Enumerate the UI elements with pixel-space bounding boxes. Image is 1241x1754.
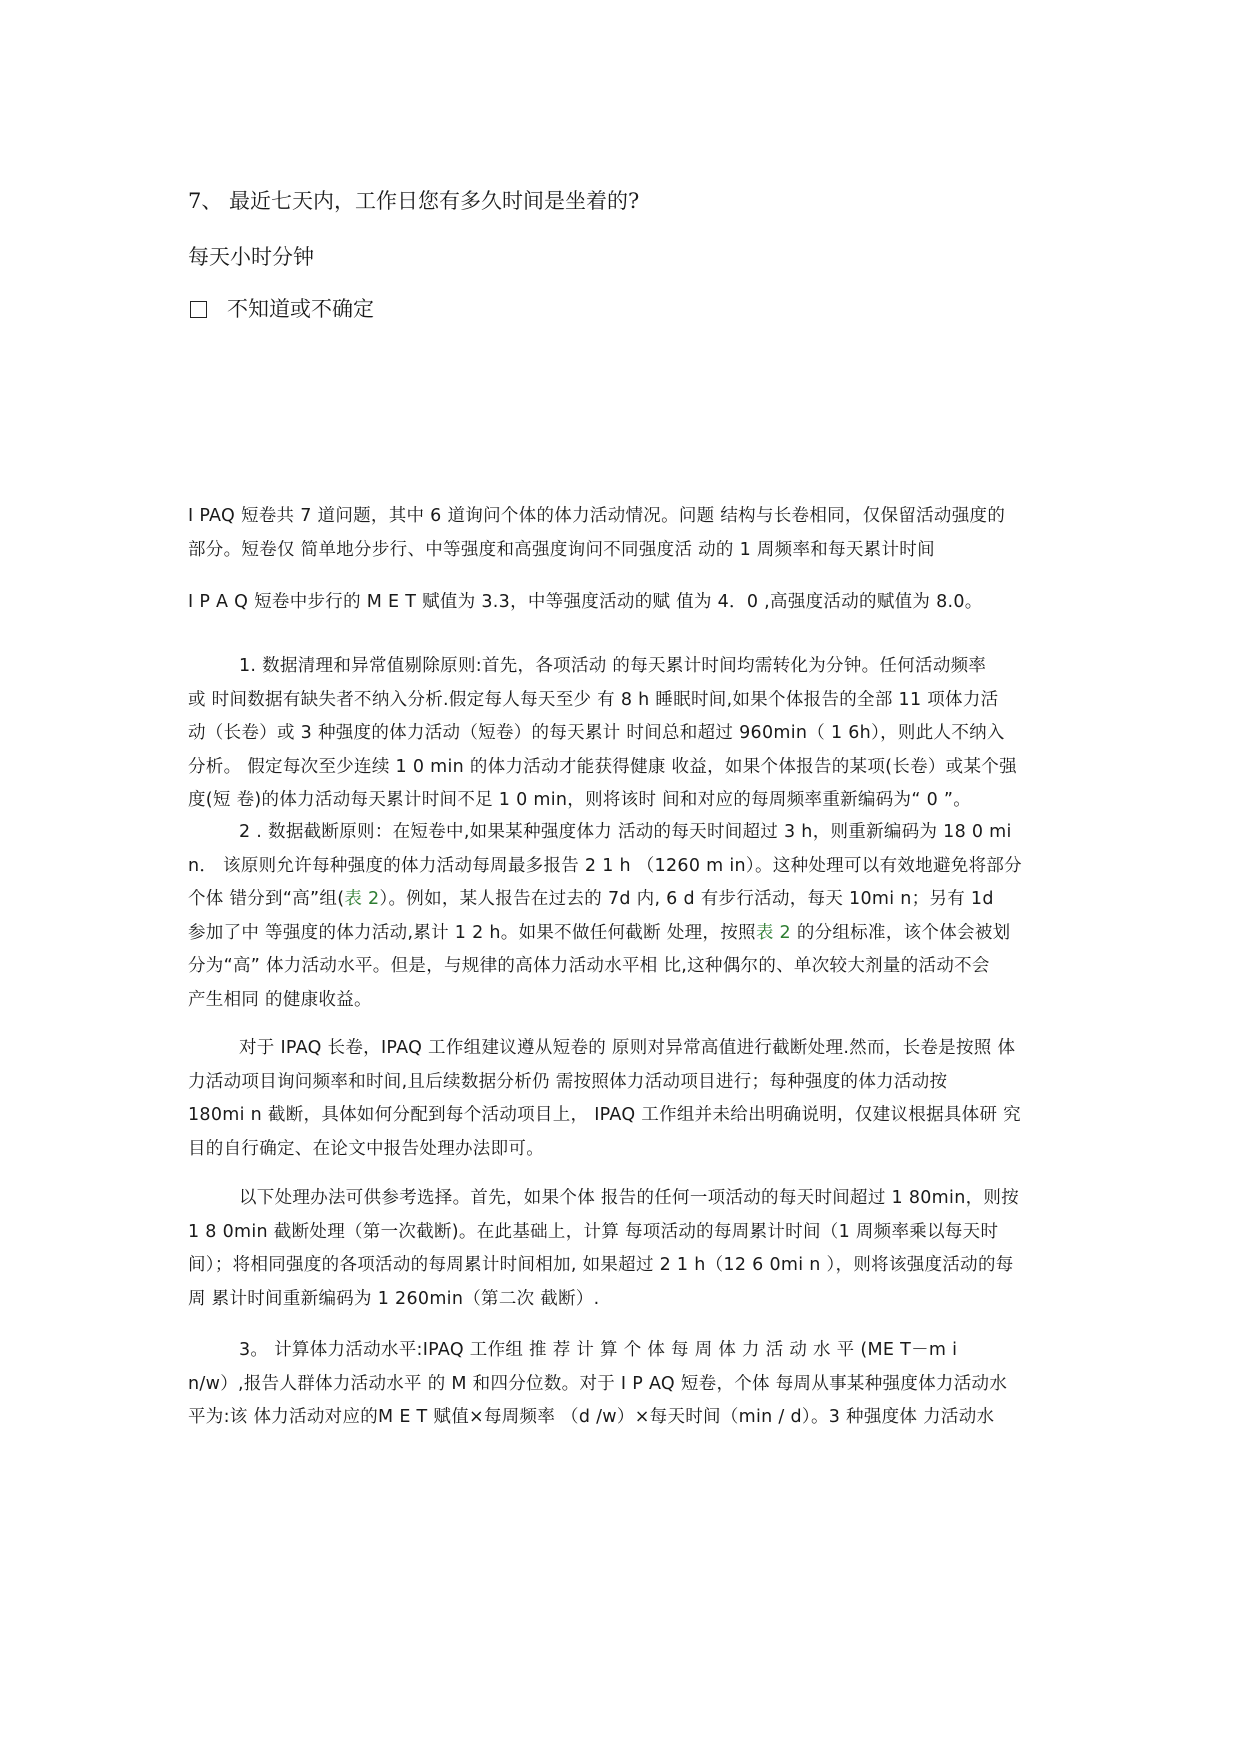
table-2-link[interactable]: 表 2 [344, 889, 380, 909]
unsure-option[interactable] [188, 294, 374, 324]
text-line: 180mi n 截断，具体如何分配到每个活动项目上， IPAQ 工作组并未给出明确说明，仅建议根据具体研 究 [188, 1105, 1021, 1125]
text-line [188, 883, 1054, 917]
text-line: 分为“高” 体力活动水平。但是，与规律的高体力活动水平相 比,这种偶尔的、单次较大剂量的活动不会 [188, 956, 990, 976]
reference-paragraph [188, 1182, 1054, 1316]
met-paragraph [188, 586, 1054, 620]
text-line: I P A Q 短卷中步行的 M E T 赋值为 3.3，中等强度活动的赋 值为 4．0 ,高强度活动的赋值为 8.0。 [188, 592, 983, 612]
text-line: 3。 计算体力活动水平:IPAQ 工作组 推 荐 计 算 个 体 每 周 体 力 活 动 水 平 (ME T－m i [239, 1340, 958, 1360]
text-line: I PAQ 短卷共 7 道问题，其中 6 道询问个体的体力活动情况。问题 结构与长卷相同，仅保留活动强度的 [188, 506, 1006, 526]
text-line: 分析。 假定每次至少连续 1 0 min 的体力活动才能获得健康 收益，如果个体报告的某项(长卷）或某个强 [188, 756, 1017, 777]
text-line [188, 917, 1054, 951]
text-line: 力活动项目询问频率和时间,且后续数据分析仍 需按照体力活动项目进行；每种强度的体力活动按 [188, 1071, 948, 1092]
section-1-paragraph [188, 650, 1054, 818]
text-line: 产生相同 的健康收益。 [188, 989, 372, 1010]
section-3-paragraph [188, 1334, 1054, 1435]
text-line: 对于 IPAQ 长卷，IPAQ 工作组建议遵从短卷的 原则对异常高值进行截断处理.然而，长卷是按照 体 [239, 1038, 1016, 1058]
text-line: 1. 数据清理和异常值剔除原则:首先，各项活动 的每天累计时间均需转化为分钟。任何活动频率 [239, 656, 987, 676]
unsure-option-label: 不知道或不确定 [227, 297, 374, 321]
text-line: 目的自行确定、在论文中报告处理办法即可。 [188, 1138, 544, 1159]
text-line: 度(短 卷)的体力活动每天累计时间不足 1 0 min，则将该时 间和对应的每周频率重新编码为“ 0 ”。 [188, 790, 972, 810]
text-line: 周 累计时间重新编码为 1 260min（第二次 截断）. [188, 1288, 600, 1309]
long-form-paragraph [188, 1032, 1054, 1166]
text-line: n． 该原则允许每种强度的体力活动每周最多报告 2 1 h （1260 m in）。这种处理可以有效地避免将部分 [188, 855, 1022, 876]
text-line: 1 8 0min 截断处理（第一次截断)。在此基础上，计算 每项活动的每周累计时间（1 周频率乘以每天时 [188, 1221, 999, 1242]
text-segment: 个体 错分到“高”组( [188, 889, 345, 909]
text-line: n/w）,报告人群体力活动水平 的 M 和四分位数。对于 I P AQ 短卷，个体 每周从事某种强度体力活动水 [188, 1373, 1008, 1394]
text-line: 2 . 数据截断原则：在短卷中,如果某种强度体力 活动的每天时间超过 3 h，则重新编码为 18 0 mi [239, 822, 1012, 842]
text-line: 以下处理办法可供参考选择。首先，如果个体 报告的任何一项活动的每天时间超过 1 80min，则按 [239, 1188, 1019, 1208]
text-line: 部分。短卷仅 简单地分步行、中等强度和高强度询问不同强度活 动的 1 周频率和每天累计时间 [188, 539, 935, 560]
section-2-paragraph [188, 816, 1054, 1017]
question-title: 7、 最近七天内，工作日您有多久时间是坐着的? [188, 189, 640, 213]
text-segment: 的分组标准，该个体会被划 [790, 922, 1011, 943]
intro-paragraph [188, 500, 1054, 567]
text-segment: 参加了中 等强度的体力活动,累计 1 2 h。如果不做任何截断 处理，按照 [188, 922, 756, 943]
time-per-day-line: 每天小时分钟 [188, 245, 314, 269]
text-line: 动（长卷）或 3 种强度的体力活动（短卷）的每天累计 时间总和超过 960min（ 1 6h），则此人不纳入 [188, 723, 1005, 743]
unsure-checkbox[interactable] [190, 301, 207, 318]
text-segment: ）。例如，某人报告在过去的 7d 内, 6 d 有步行活动，每天 10mi n；另有 1d [379, 889, 994, 909]
table-2-link[interactable]: 表 2 [755, 922, 791, 943]
text-line: 或 时间数据有缺失者不纳入分析.假定每人每天至少 有 8 h 睡眠时间,如果个体报告的全部 11 项体力活 [188, 689, 999, 710]
text-line: 平为:该 体力活动对应的M E T 赋值×每周频率 （d /w）×每天时间（min / d）。3 种强度体 力活动水 [188, 1407, 995, 1427]
text-line: 间）；将相同强度的各项活动的每周累计时间相加, 如果超过 2 1 h（12 6 0mi n ），则将该强度活动的每 [188, 1255, 1014, 1275]
